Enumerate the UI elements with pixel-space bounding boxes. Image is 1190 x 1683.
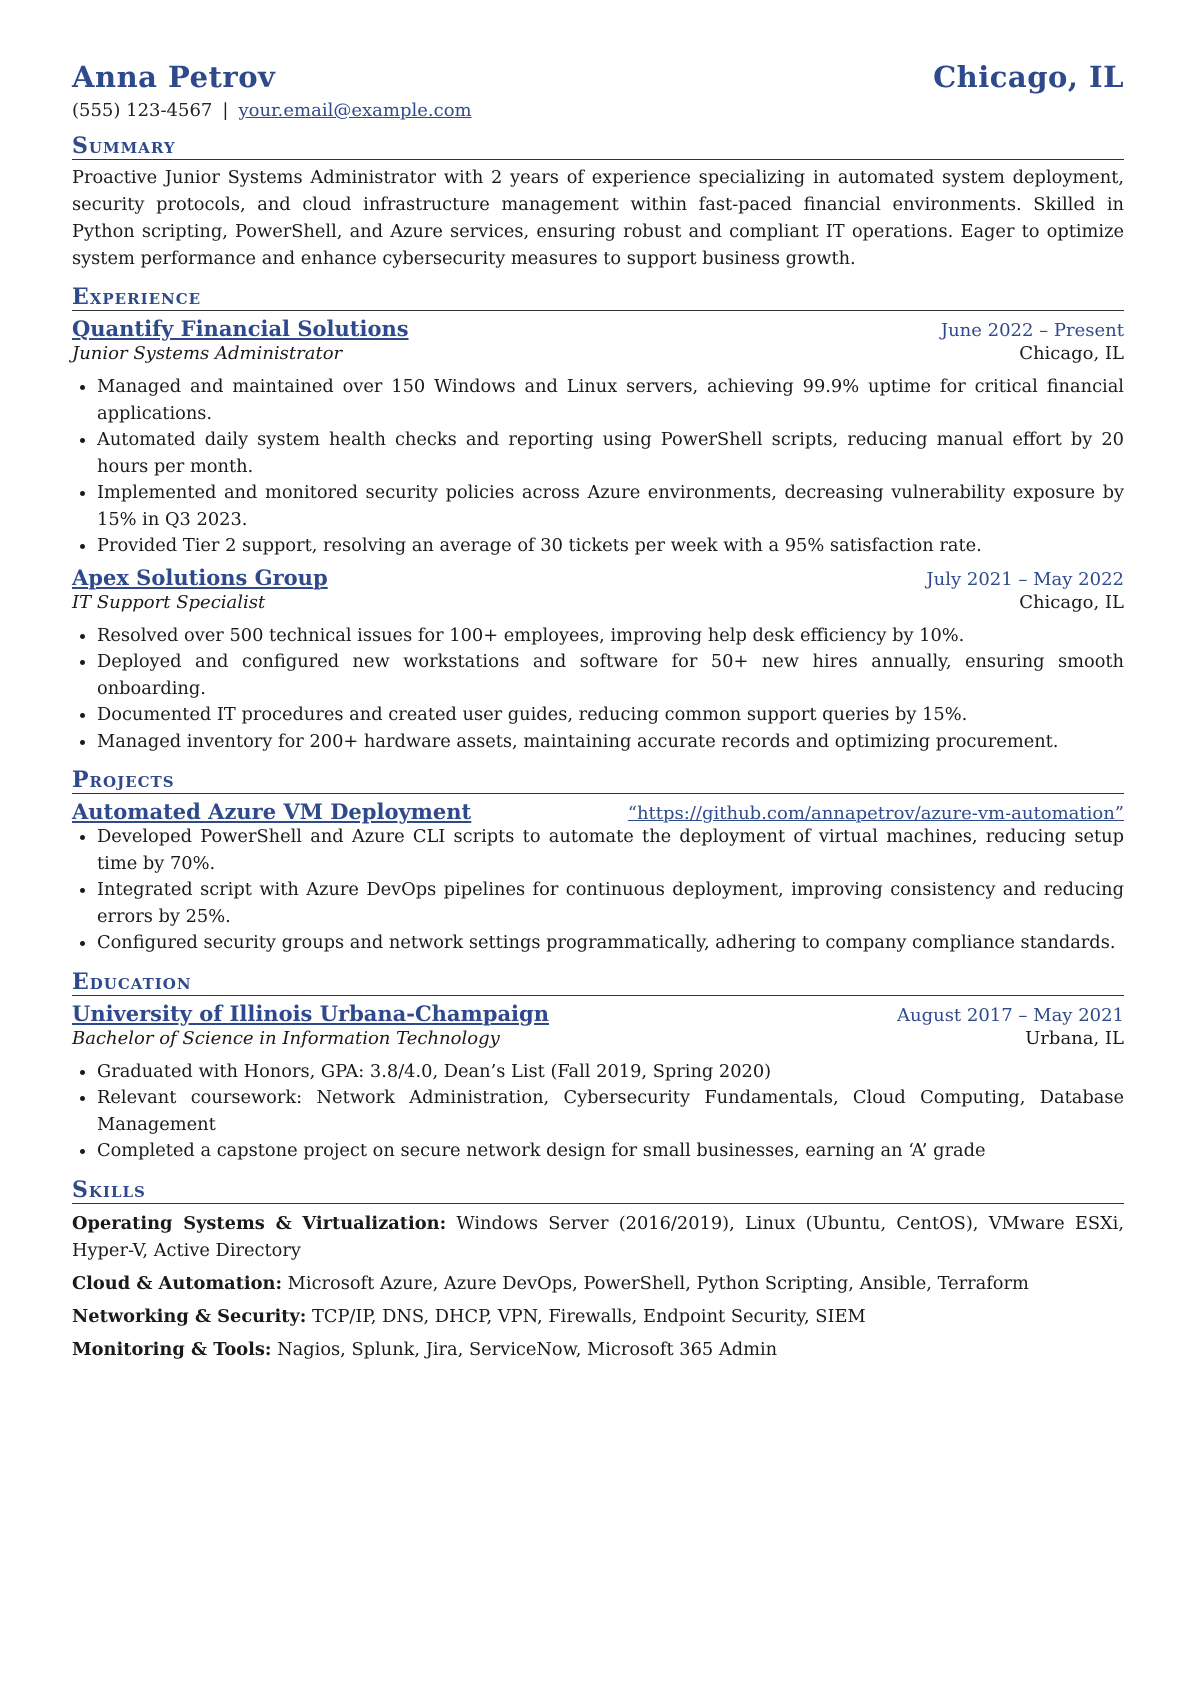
section-title-experience: Experience (72, 284, 1124, 311)
skill-category: Monitoring & Tools: (72, 1338, 272, 1360)
list-item: • Integrated script with Azure DevOps pipelines for continuous deployment, improving consistency and reducing errors by 25%. (97, 877, 1124, 930)
skill-row (72, 1336, 1124, 1363)
list-item: • Provided Tier 2 support, resolving an average of 30 tickets per week with a 95% satisfaction rate. (97, 533, 1124, 560)
degree-title: Bachelor of Science in Information Technology (72, 1027, 500, 1049)
list-item: • Graduated with Honors, GPA: 3.8/4.0, Dean’s List (Fall 2019, Spring 2020) (97, 1059, 1124, 1086)
skill-values: TCP/IP, DNS, DHCP, VPN, Firewalls, Endpoint Security, SIEM (311, 1305, 866, 1327)
list-item: • Configured security groups and network settings programmatically, adhering to company compliance standards. (97, 930, 1124, 957)
skill-category: Cloud & Automation: (72, 1272, 283, 1294)
summary-text: Proactive Junior Systems Administrator with 2 years of experience specializing in automated system deployment, security protocols, and cloud infrastructure management within fast-paced financial environments. Skilled in Python scripting, PowerShell, and Azure services, ensuring robust and compliant IT operations. Eager to optimize system performance and enhance cybersecurity measures to support business growth. (72, 167, 1124, 269)
list-item: • Relevant coursework: Network Administration, Cybersecurity Fundamentals, Cloud Computing, Database Management (97, 1085, 1124, 1138)
skill-row (72, 1270, 1124, 1297)
list-item: • Documented IT procedures and created user guides, reducing common support queries by 15%. (97, 702, 1124, 729)
skill-category: Operating Systems & Virtualization: (72, 1212, 447, 1234)
project-repo-link[interactable]: “https://github.com/annapetrov/azure-vm-automation” (627, 803, 1124, 824)
list-item: • Deployed and configured new workstations and software for 50+ new hires annually, ensuring smooth onboarding. (97, 649, 1124, 702)
project-name-link[interactable]: Automated Azure VM Deployment (72, 799, 472, 824)
project-entry (72, 799, 1124, 957)
education-entry (72, 1001, 1124, 1165)
list-item: • Managed and maintained over 150 Windows and Linux servers, achieving 99.9% uptime for critical financial applications. (97, 374, 1124, 427)
skill-values: Windows Server (2016/2019), Linux (Ubuntu, CentOS), VMware ESXi, Hyper-V, Active Directory (72, 1212, 1125, 1261)
email-link[interactable]: your.email@example.com (238, 100, 472, 121)
job-title: Junior Systems Administrator (72, 343, 343, 364)
school-location: Urbana, IL (1025, 1027, 1124, 1049)
candidate-location: Chicago, IL (933, 60, 1124, 94)
list-item: • Developed PowerShell and Azure CLI scripts to automate the deployment of virtual machines, reducing setup time by 70%. (97, 824, 1124, 877)
skill-values: Microsoft Azure, Azure DevOps, PowerShell, Python Scripting, Ansible, Terraform (287, 1272, 1029, 1294)
phone-number: (555) 123-4567 (72, 100, 213, 121)
contact-separator: | (222, 100, 229, 121)
candidate-name: Anna Petrov (72, 60, 276, 94)
skill-category: Networking & Security: (72, 1305, 307, 1327)
skill-values: Nagios, Splunk, Jira, ServiceNow, Microsoft 365 Admin (277, 1338, 778, 1360)
list-item: • Completed a capstone project on secure network design for small businesses, earning an ‘A’ grade (97, 1138, 1124, 1165)
resume-header (72, 60, 1124, 94)
experience-bullets (72, 623, 1124, 756)
job-location: Chicago, IL (1019, 343, 1124, 364)
employment-dates: July 2021 – May 2022 (926, 568, 1124, 590)
skill-row (72, 1303, 1124, 1330)
contact-line (72, 100, 1124, 121)
experience-entry (72, 565, 1124, 756)
school-link[interactable]: University of Illinois Urbana-Champaign (72, 1000, 549, 1026)
job-location: Chicago, IL (1019, 591, 1124, 613)
list-item: • Resolved over 500 technical issues for 100+ employees, improving help desk efficiency by 10%. (97, 623, 1124, 650)
education-bullets (72, 1059, 1124, 1165)
list-item: • Managed inventory for 200+ hardware assets, maintaining accurate records and optimizing procurement. (97, 729, 1124, 756)
section-title-projects: Projects (72, 767, 1124, 794)
section-title-skills: Skills (72, 1177, 1124, 1204)
skill-row (72, 1210, 1124, 1264)
list-item: • Implemented and monitored security policies across Azure environments, decreasing vulnerability exposure by 15% in Q3 2023. (97, 480, 1124, 533)
section-title-education: Education (72, 969, 1124, 996)
experience-entry (72, 316, 1124, 560)
education-dates: August 2017 – May 2021 (896, 1004, 1124, 1026)
employment-dates: June 2022 – Present (940, 320, 1124, 341)
list-item: • Automated daily system health checks and reporting using PowerShell scripts, reducing manual effort by 20 hours per month. (97, 427, 1124, 480)
project-bullets (72, 824, 1124, 957)
employer-link[interactable]: Apex Solutions Group (72, 564, 328, 590)
job-title: IT Support Specialist (72, 591, 266, 613)
resume-page (72, 60, 1124, 1363)
experience-bullets (72, 374, 1124, 560)
section-title-summary: Summary (72, 133, 1124, 160)
employer-link[interactable]: Quantify Financial Solutions (72, 316, 409, 341)
